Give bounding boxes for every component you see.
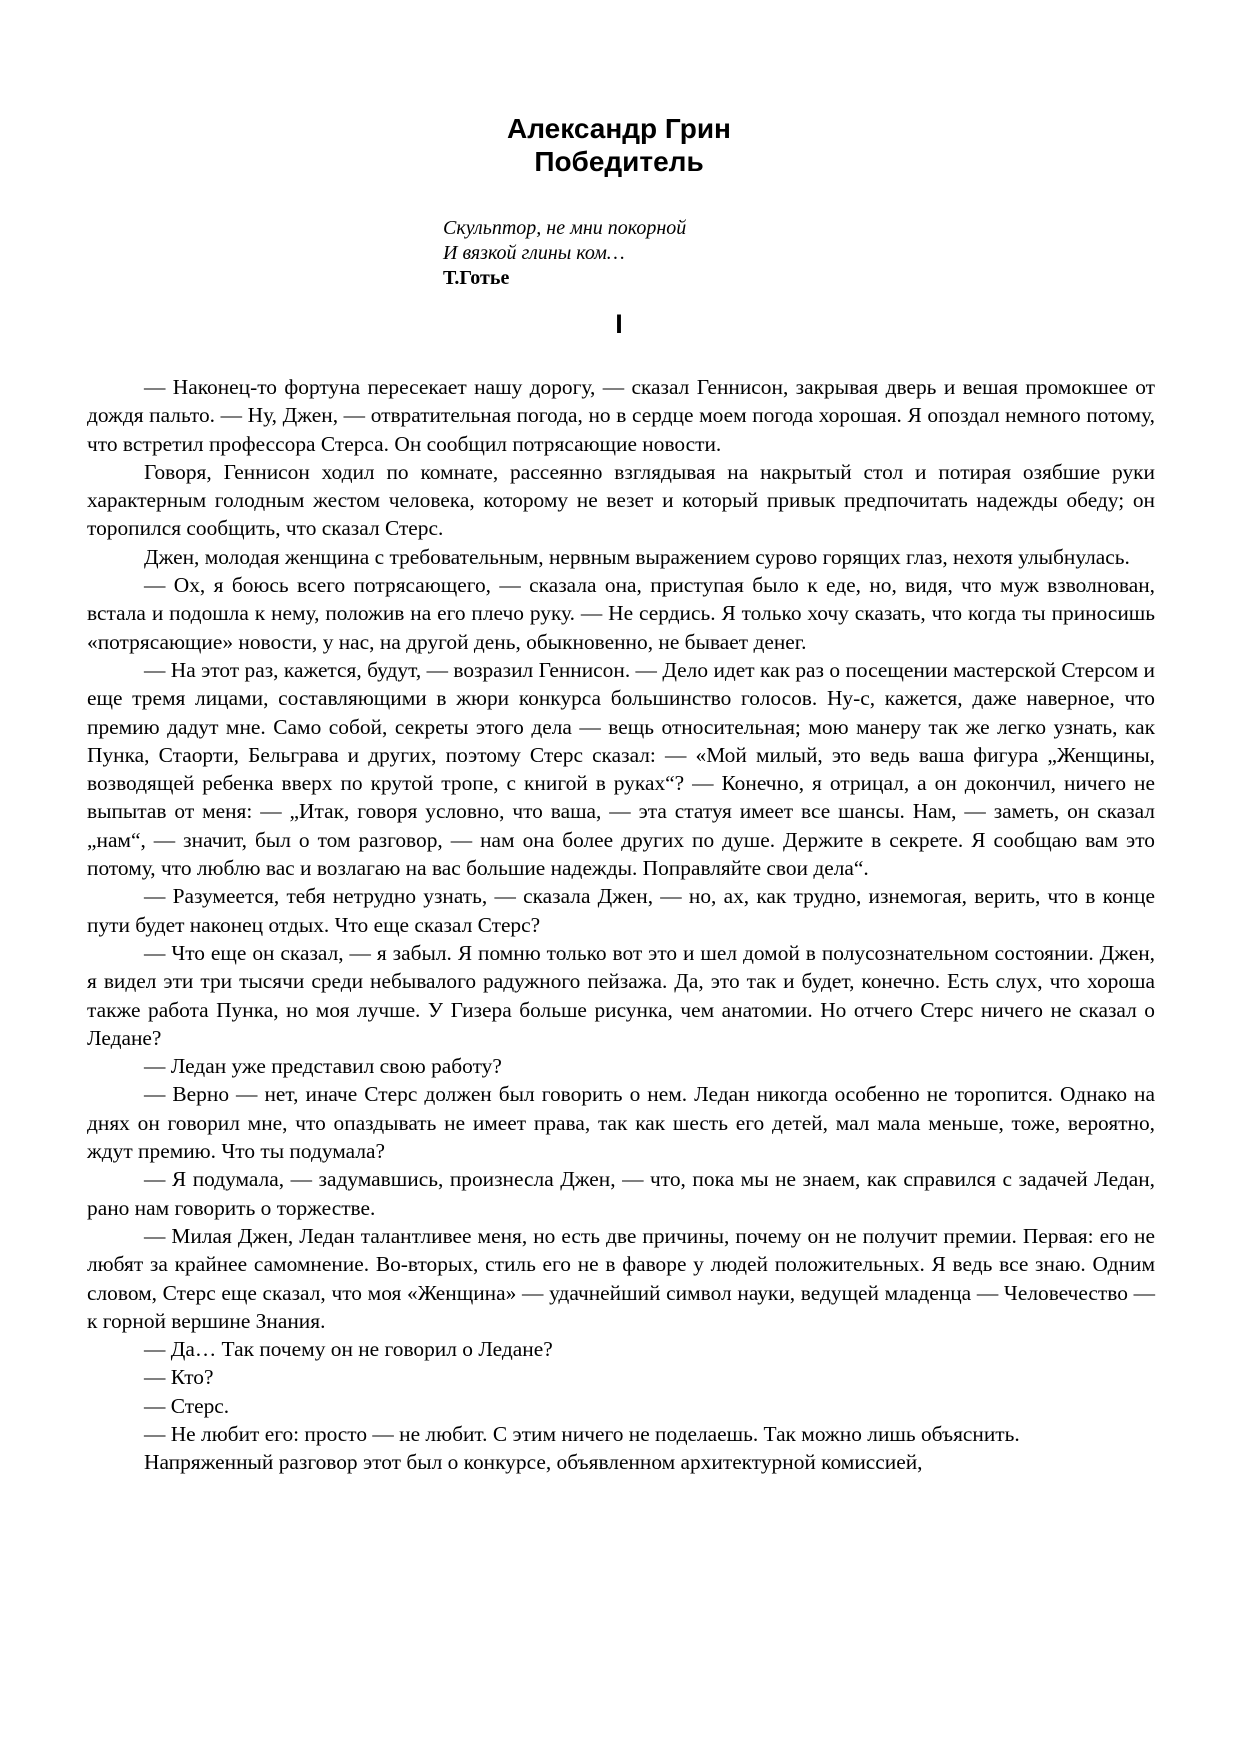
paragraph: Говоря, Геннисон ходил по комнате, рассеянно взглядывая на накрытый стол и потирая озябшие руки характерным голодным жестом человека, которому не везет и который привык предпочитать надежды обеду; он торопился сообщить, что сказал Стерс. — [87, 459, 1155, 541]
book-header — [83, 112, 1155, 178]
paragraph: Напряженный разговор этот был о конкурсе, объявленном архитектурной комиссией, — [144, 1450, 923, 1475]
paragraph: — Наконец-то фортуна пересекает нашу дорогу, — сказал Геннисон, закрывая дверь и вешая промокшее от дождя пальто. — Ну, Джен, — отвратительная погода, но в сердце моем погода хорошая. Я опоздал немного потому, что встретил профессора Стерса. Он сообщил потрясающие новости. — [87, 375, 1155, 456]
paragraph: — Верно — нет, иначе Стерс должен был говорить о нем. Ледан никогда особенно не торопится. Однако на днях он говорил мне, что опаздывать не имеет права, так как шесть его детей, мал мала меньше, тоже, вероятно, ждут премию. Что ты подумала? — [87, 1082, 1155, 1164]
author-name: Александр Грин — [507, 113, 731, 144]
chapter-number: I — [615, 309, 623, 339]
paragraph: — Ох, я боюсь всего потрясающего, — сказала она, приступая было к еде, но, видя, что муж взволнован, встала и подошла к нему, положив на его плечо руку. — Не сердись. Я только хочу сказать, что когда ты приносишь «потрясающие» новости, у нас, на другой день, обыкновенно, не бывает денег. — [87, 573, 1155, 654]
epigraph-line: Скульптор, не мни покорной — [443, 217, 687, 239]
epigraph-line: И вязкой глины ком… — [443, 242, 625, 264]
epigraph-author: Т.Готье — [443, 267, 510, 289]
paragraph: — Стерс. — [144, 1393, 230, 1418]
paragraph: — Кто? — [144, 1365, 214, 1390]
paragraph: — Я подумала, — задумавшись, произнесла Джен, — что, пока мы не знаем, как справился с задачей Ледан, рано нам говорить о торжестве. — [87, 1167, 1155, 1220]
epigraph — [443, 216, 1155, 291]
paragraph: — Ледан уже представил свою работу? — [144, 1054, 502, 1079]
paragraph: Джен, молодая женщина с требовательным, нервным выражением сурово горящих глаз, нехотя улыбнулась. — [144, 544, 1130, 569]
story-text — [87, 373, 1155, 1477]
paragraph: — Да… Так почему он не говорил о Ледане? — [144, 1337, 553, 1362]
paragraph: — Милая Джен, Ледан талантливее меня, но есть две причины, почему он не получит премии. Первая: его не любят за крайнее самомнение. Во-вторых, стиль его не в фаворе у людей положительных. Я ведь все знаю. Одним словом, Стерс еще сказал, что моя «Женщина» — удачнейший символ науки, ведущей младенца — Человечество — к горной вершине Знания. — [87, 1223, 1155, 1333]
story-title: Победитель — [534, 146, 704, 177]
paragraph: — Разумеется, тебя нетрудно узнать, — сказала Джен, — но, ах, как трудно, изнемогая, верить, что в конце пути будет наконец отдых. Что еще сказал Стерс? — [87, 884, 1155, 937]
document-page — [87, 112, 1155, 1477]
paragraph: — На этот раз, кажется, будут, — возразил Геннисон. — Дело идет как раз о посещении мастерской Стерсом и еще тремя лицами, составляющими в жюри конкурса большинство голосов. Ну-с, кажется, даже наверное, что премию дадут мне. Само собой, секреты этого дела — вещь относительная; мою манеру так же легко узнать, как Пунка, Стаорти, Бельграва и других, поэтому Стерс сказал: — «Мой милый, это ведь ваша фигура „Женщины, возводящей ребенка вверх по крутой тропе, с книгой в руках“? — Конечно, я отрицал, а он докончил, ничего не выпытав от меня: — „Итак, говоря условно, что ваша, — эта статуя имеет все шансы. Нам, — заметь, он сказал „нам“, — значит, был о том разговор, — нам она более других по душе. Держите в секрете. Я сообщаю вам это потому, что люблю вас и возлагаю на вас большие надежды. Поправляйте свои дела“. — [87, 657, 1155, 881]
paragraph: — Не любит его: просто — не любит. С этим ничего не поделаешь. Так можно лишь объяснить. — [144, 1421, 1020, 1446]
paragraph: — Что еще он сказал, — я забыл. Я помню только вот это и шел домой в полусознательном состоянии. Джен, я видел эти три тысячи среди небывалого радужного пейзажа. Да, это так и будет, конечно. Есть слух, что хороша также работа Пунка, но моя лучше. У Гизера больше рисунка, чем анатомии. Но отчего Стерс ничего не сказал о Ледане? — [87, 940, 1155, 1050]
